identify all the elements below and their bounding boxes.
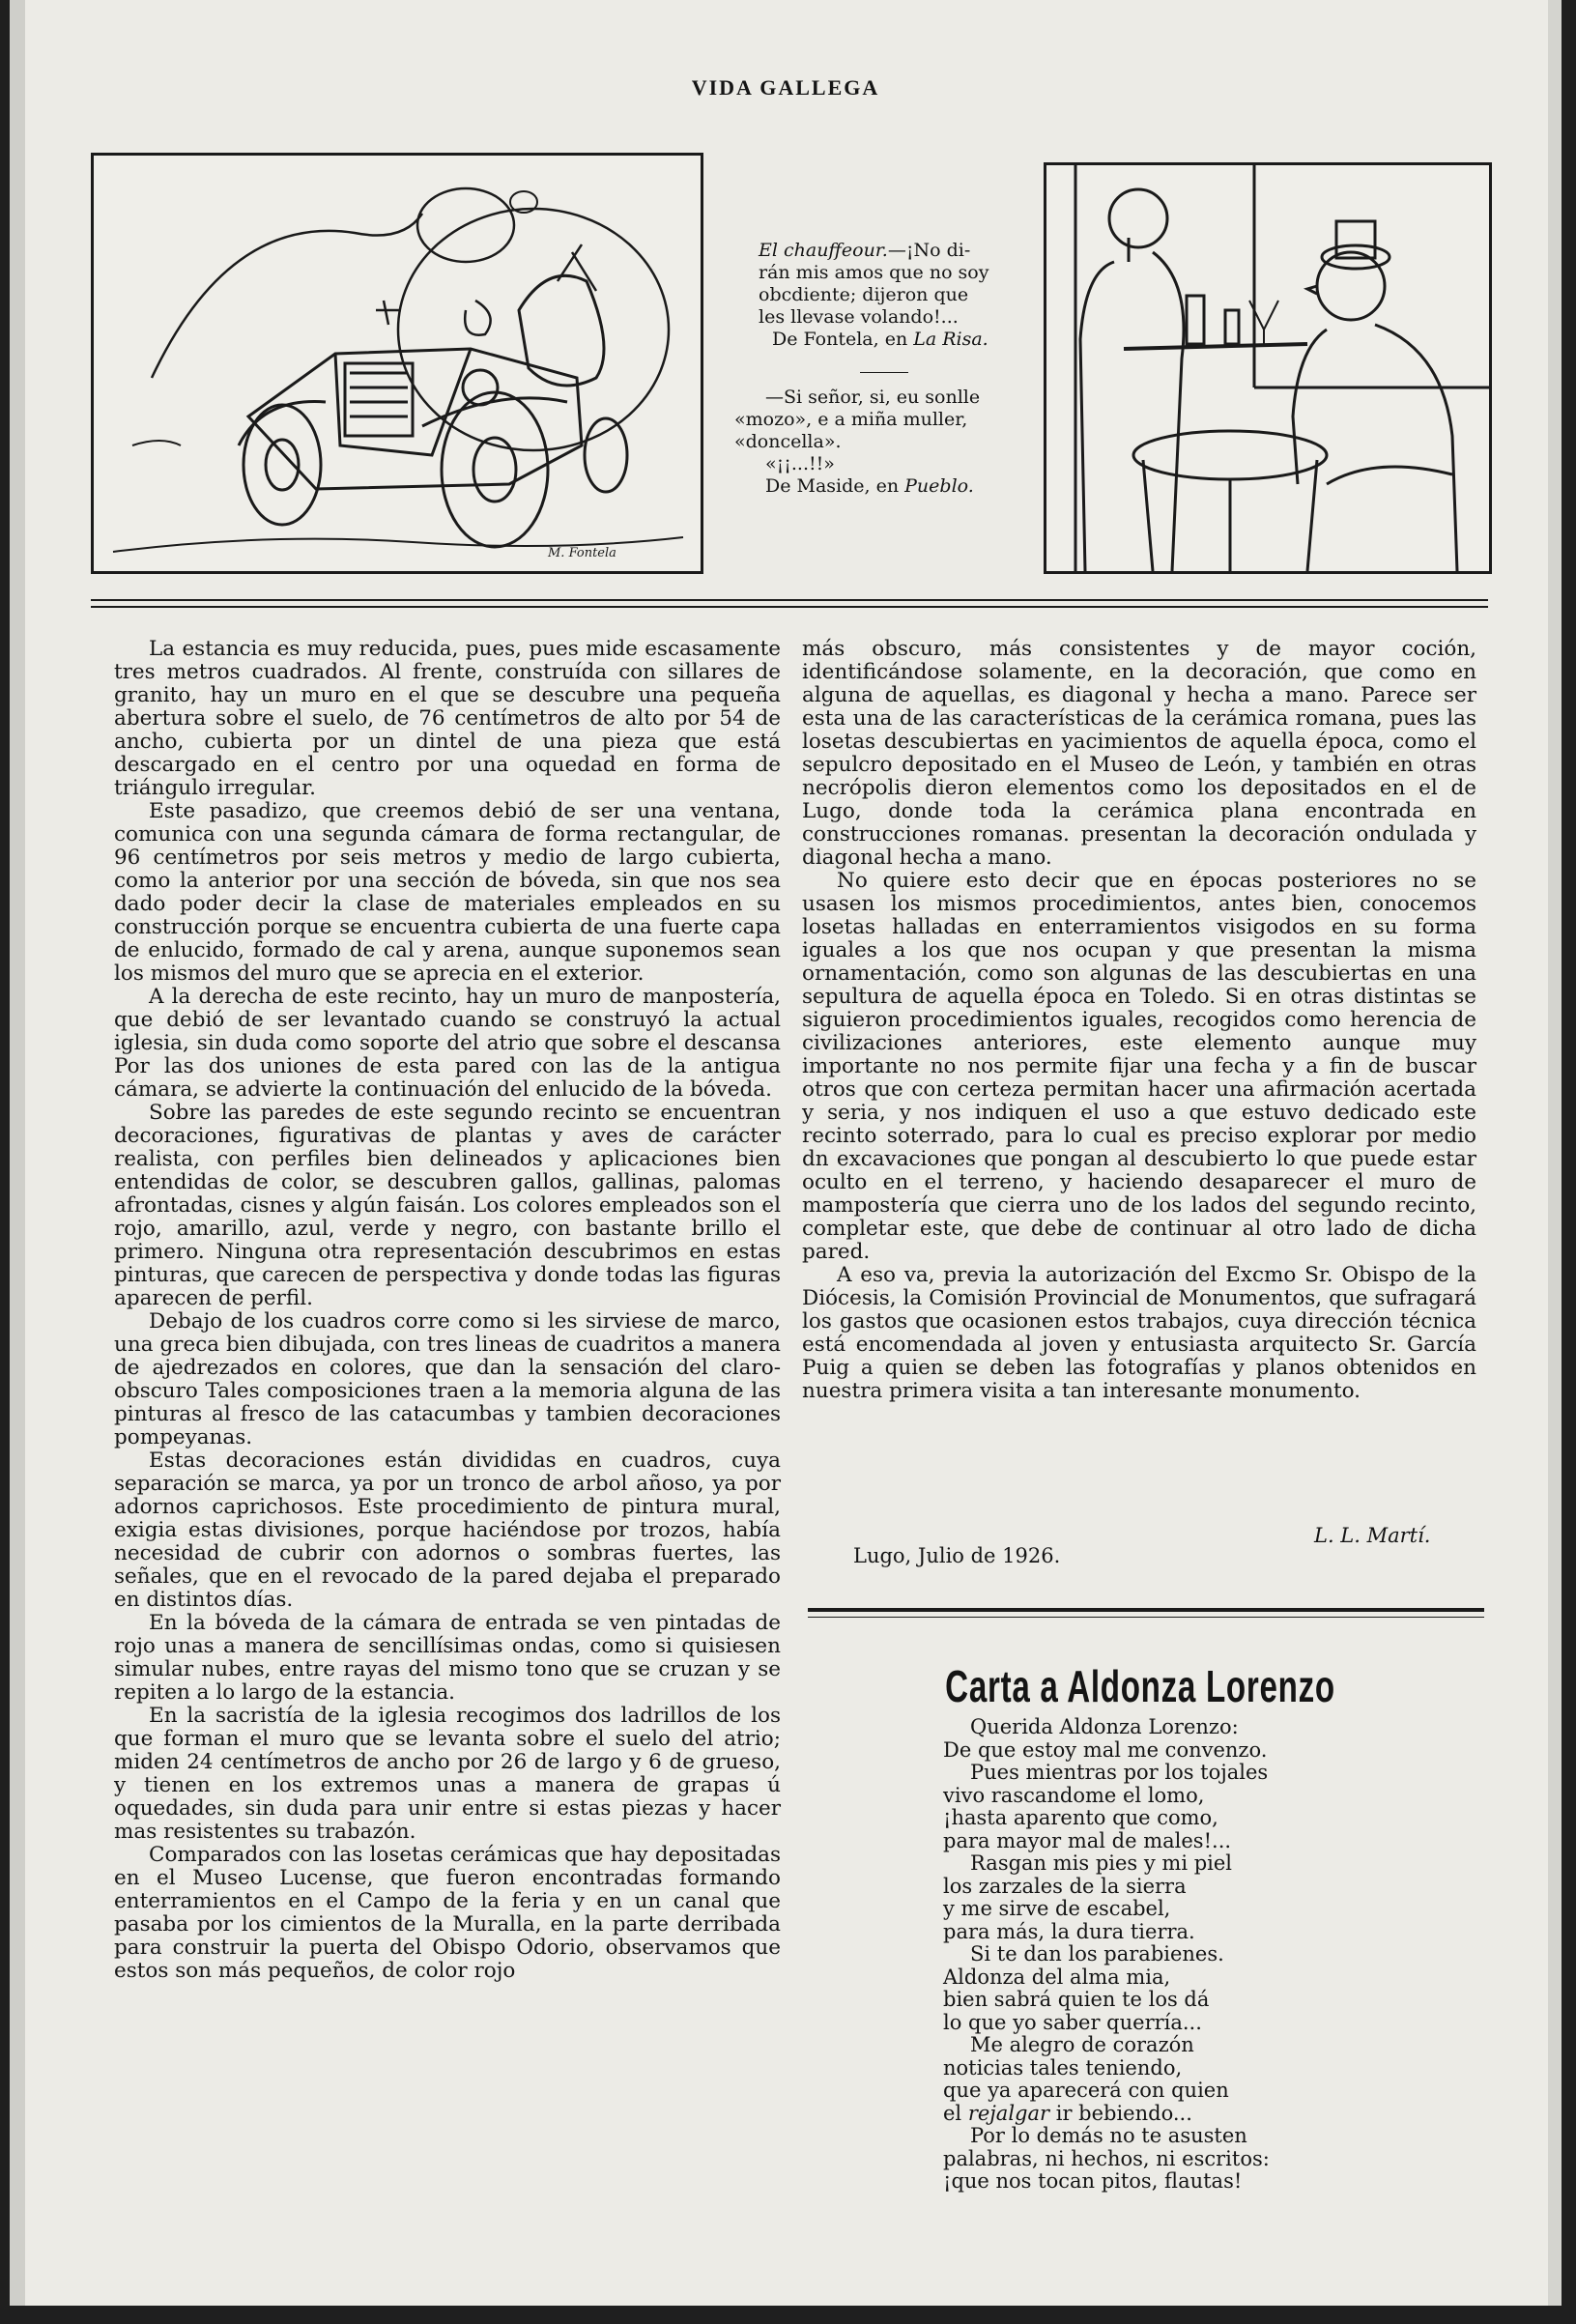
article-paragraph: más obscuro, más consistentes y de mayor coción, identificándose solamente, en la decoración, que como en alguna de aquellas, es diagonal y hecha a mano. Parece ser esta una de las características de la cerámica romana, pues las losetas descubiertas en yacimientos de aquella época, como el sepulcro depositado en el Museo de León, y también en otras necrópolis dieron elementos como los depositados en el de Lugo, donde toda la cerámica plana encontrada en construcciones romanas. presentan la decoración ondulada y diagonal hecha a mano. xyxy=(802,637,1476,870)
masthead-title: VIDA GALLEGA xyxy=(691,75,880,100)
article-paragraph: La estancia es muy reducida, pues, pues mide escasamente tres metros cuadrados. Al frente, construída con sillares de granito, hay un muro en el que se descubre una pequeña abertura sobre el suelo, de 76 centímetros de alto por 54 de ancho, cubierta por un dintel de una pieza que está descargado en el centro por una oquedad en forma de triángulo irregular. xyxy=(114,637,781,800)
page-outer-edge xyxy=(1548,0,1562,2306)
article-paragraph: Comparados con las losetas cerámicas que hay depositadas en el Museo Lucense, que fueron encontradas formando enterramientos en el Campo de la feria y en un canal que pasaba por los cimientos de la Muralla, en la parte derribada para construir la puerta del Obispo Odorio, observamos que estos son más pequeños, de color rojo xyxy=(114,1843,781,1983)
section-rule xyxy=(91,599,1488,601)
article-paragraph: Debajo de los cuadros corre como si les sirviese de marco, una greca bien dibujada, con tres lineas de cuadritos a manera de ajedrezados en colores, que dan la sensación del claro-obscuro Tales composiciones traen a la memoria alguna de las pinturas al fresco de las catacumbas y tambien decoraciones pompeyanas. xyxy=(114,1309,781,1449)
poem-line: Me alegro de corazón xyxy=(970,2033,1194,2056)
article-paragraph: Sobre las paredes de este segundo recinto se encuentran decoraciones, figurativas de plantas y aves de carácter realista, con perfiles bien delineados y aplicaciones bien entendidas de color, se descubren gallos, gallinas, palomas afrontadas, cisnes y algún faisán. Los colores empleados son el rojo, amarillo, azul, verde y negro, con bastante brillo el primero. Ninguna otra representación descubrimos en estas pinturas, que carecen de perspectiva y donde todas las figuras aparecen de perfil. xyxy=(114,1101,781,1310)
poem-top-rule xyxy=(808,1608,1484,1612)
poem-line: los zarzales de la sierra xyxy=(943,1874,1187,1898)
article-author: L. L. Martí. xyxy=(1314,1524,1431,1547)
poem-line: ¡que nos tocan pitos, flautas! xyxy=(943,2169,1243,2193)
page-binding-edge xyxy=(10,0,25,2306)
article-paragraph: En la sacristía de la iglesia recogimos dos ladrillos de los que forman el muro que se levanta sobre el suelo del atrio; miden 24 centímetros de ancho por 26 de largo y 6 de grueso, y tienen en los extremos unas a manera de grapas ú oquedades, sin duda para unir entre si estas piezas y hacer mas resistentes su trabazón. xyxy=(114,1704,781,1844)
poem-line: Querida Aldonza Lorenzo: xyxy=(970,1715,1239,1738)
caption-line: «mozo», e a miña muller, xyxy=(734,409,968,430)
article-paragraph: Este pasadizo, que creemos debió de ser una ventana, comunica con una segunda cámara de forma rectangular, de 96 centímetros por seis metros y medio de largo cubierta, como la anterior por una sección de bóveda, sin que nos sea dado poder decir la clase de materiales empleados en su construcción porque se encuentra cubierta de una fuerte capa de enlucido, formado de cal y arena, aunque suponemos sean los mismos del muro que se aprecia en el exterior. xyxy=(114,799,781,986)
caption-divider xyxy=(860,372,908,373)
article-paragraph: En la bóveda de la cámara de entrada se ven pintadas de rojo unas a manera de sencillísimas ondas, como si quisiesen simular nubes, entre rayas del mismo tono que se cruzan y se repiten a lo largo de la estancia. xyxy=(114,1611,781,1705)
article-paragraph: A la derecha de este recinto, hay un muro de manpostería, que debió de ser levantado cuando se construyó la actual iglesia, sin duda como soporte del atrio que sobre el descansa Por las dos uniones de esta pared con las de la antigua cámara, se advierte la continuación del enlucido de la bóveda. xyxy=(114,985,781,1102)
poem-line: Pues mientras por los tojales xyxy=(970,1761,1269,1784)
caption-chauffeur xyxy=(759,240,1010,351)
caption-line: obcdiente; dijeron que xyxy=(759,284,969,305)
cafe-scene-drawing xyxy=(1046,165,1489,571)
poem-line: que ya aparecerá con quien xyxy=(943,2079,1229,2102)
poem-line: el rejalgar ir bebiendo... xyxy=(943,2101,1192,2125)
article-paragraph: A eso va, previa la autorización del Excmo Sr. Obispo de la Diócesis, la Comisión Provincial de Monumentos, que sufragará los gastos que ocasionen estos trabajos, cuya dirección técnica está encomendada al joven y entusiasta arquitecto Sr. García Puig a quien se deben las fotografías y planos obtenidos en nuestra primera visita a tan interesante monumento. xyxy=(802,1263,1476,1403)
poem-line: para mayor mal de males!... xyxy=(943,1828,1232,1852)
poem-line: noticias tales teniendo, xyxy=(943,2055,1183,2080)
caption-line: «doncella». xyxy=(734,431,842,452)
article-column-right xyxy=(802,638,1476,1403)
article-dateline: Lugo, Julio de 1926. xyxy=(853,1544,1061,1567)
article-paragraph: No quiere esto decir que en épocas posteriores no se usasen los mismos procedimientos, antes bien, conocemos losetas halladas en enterramientos visigodos en su forma iguales a los que nos ocupan y que presentan la misma ornamentación, como son algunas de las descubiertas en una sepultura de aquella época en Toledo. Si en otras distintas se siguieron procedimientos iguales, recogidos como herencia de civilizaciones anteriores, este elemento aunque muy importante no nos permite fijar una fecha y a fin de buscar otros que con certeza permitan hacer una afirmación acertada y seria, y nos indiquen el uso a que estuvo dedicado este recinto soterrado, para lo cual es preciso explorar por medio dn excavaciones que pongan al descubierto lo que puede estar oculto en el terreno, y haciendo desaparecer el muro de mampostería que cierra uno de los lados del segundo recinto, completar este, que debe de continuar al otro lado de dicha pared. xyxy=(802,869,1476,1264)
section-rule xyxy=(91,606,1488,608)
poem-line: bien sabrá quien te los dá xyxy=(943,1988,1210,2011)
poem-line: para más, la dura tierra. xyxy=(943,1919,1195,1943)
poem-line: Por lo demás no te asusten xyxy=(970,2124,1247,2147)
poem-line: Rasgan mis pies y mi piel xyxy=(970,1851,1233,1875)
cartoon-chauffeur-illustration xyxy=(91,153,703,574)
article-paragraph: Estas decoraciones están divididas en cuadros, cuya separación se marca, ya por un tronco de arbol añoso, ya por adornos caprichosos. Este procedimiento de pintura mural, exigia estas divisiones, porque haciéndose por trozos, había necesidad de cubrir con adornos o sombras fuertes, las señales, que en el revocado de la pared dejaba el preparado en distintos días. xyxy=(114,1449,781,1612)
poem-body xyxy=(943,1716,1465,2194)
article-column-left xyxy=(114,638,781,1983)
poem-line: Si te dan los parabienes. xyxy=(970,1942,1224,1965)
caption-line: —Si señor, si, eu sonlle xyxy=(765,387,981,408)
caption-credit: De Maside, en Pueblo. xyxy=(765,475,974,497)
cartoon-signature: M. Fontela xyxy=(548,546,616,560)
poem-title: Carta a Aldonza Lorenzo xyxy=(945,1661,1335,1711)
caption-line: El chauffeour.—¡No di- xyxy=(759,240,971,261)
newspaper-page xyxy=(10,0,1562,2306)
caption-mozo xyxy=(734,387,1024,498)
poem-line: Aldonza del alma mia, xyxy=(943,1965,1171,1989)
caption-credit: De Fontela, en La Risa. xyxy=(772,329,989,350)
caption-line: rán mis amos que no soy xyxy=(759,262,989,283)
caption-line: «¡¡...!!» xyxy=(765,453,835,474)
car-drawing xyxy=(94,156,701,571)
poem-line: lo que yo saber querría... xyxy=(943,2010,1202,2034)
poem-line: vivo rascandome el lomo, xyxy=(943,1783,1205,1807)
caption-line: les llevase volando!... xyxy=(759,306,959,328)
poem-line: palabras, ni hechos, ni escritos: xyxy=(943,2146,1270,2170)
poem-line: De que estoy mal me convenzo. xyxy=(943,1737,1268,1762)
poem-top-rule-thin xyxy=(808,1617,1484,1618)
poem-line: ¡hasta aparento que como, xyxy=(943,1806,1218,1829)
cartoon-waiter-illustration xyxy=(1044,162,1492,574)
poem-line: y me sirve de escabel, xyxy=(943,1897,1171,1920)
